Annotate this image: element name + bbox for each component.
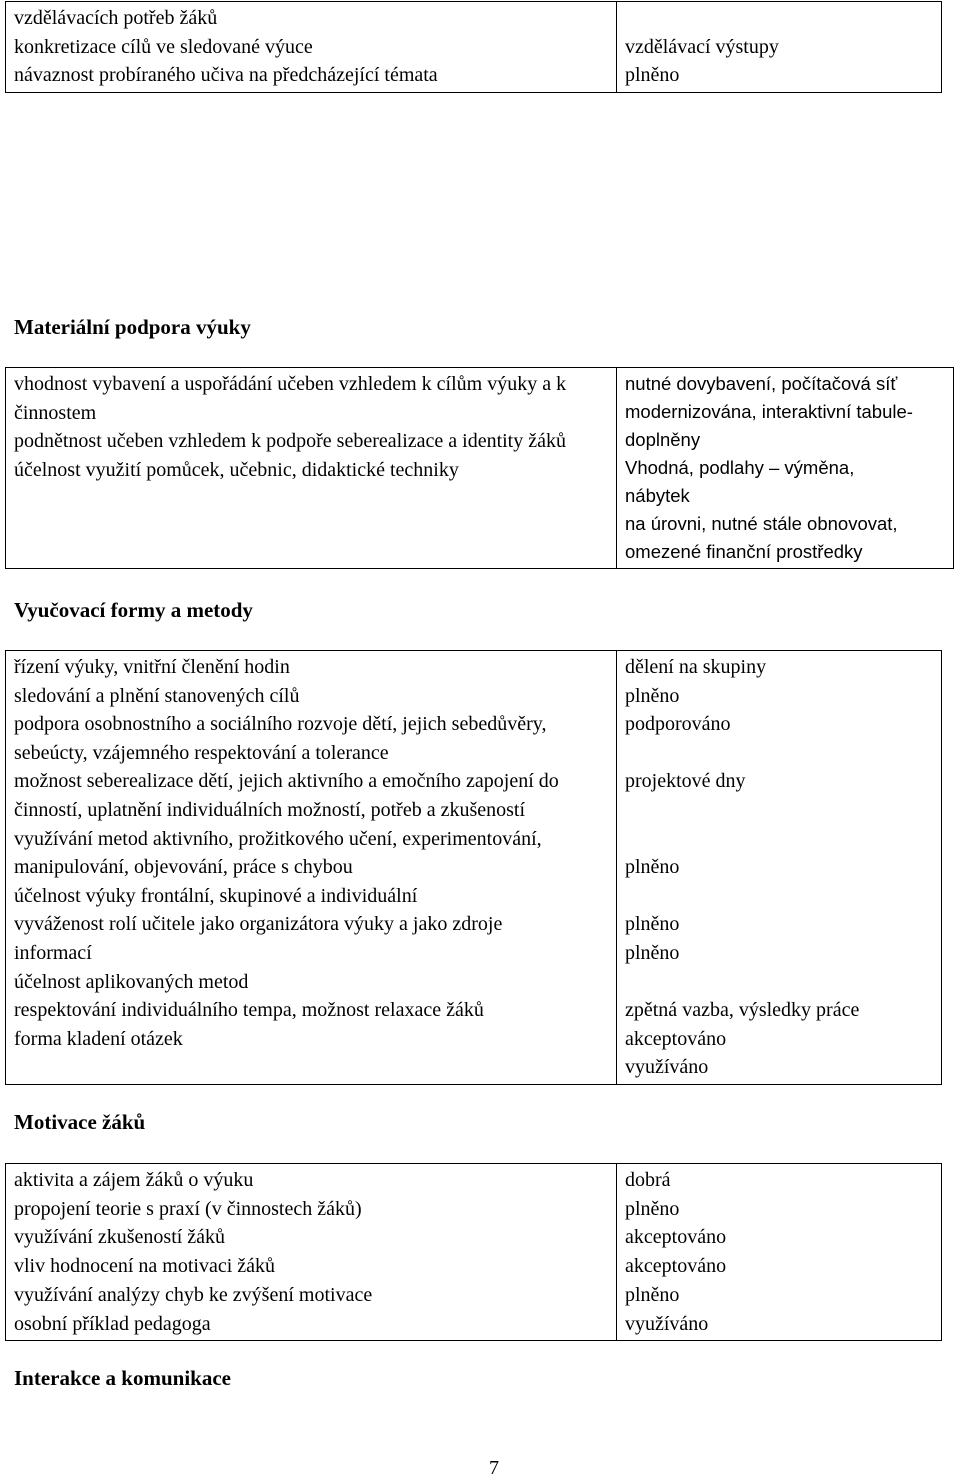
table-cell-text: sledování a plnění stanovených cílů (14, 684, 300, 707)
table-cell-text: vzdělávacích potřeb žáků (14, 7, 218, 29)
table-cell-text: nutné dovybavení, počítačová síť modernizována, interaktivní tabule-doplněny (625, 373, 913, 450)
table-left-cell (6, 651, 617, 1085)
table-cell-text: plněno (625, 856, 680, 879)
table-cell-text: účelnost využití pomůcek, učebnic, didaktické techniky (14, 458, 459, 481)
table-left-cell (6, 2, 617, 93)
table-cell-text: řízení výuky, vnitřní členění hodin (14, 656, 290, 678)
table-cell-text: návaznost probíraného učiva na předcházející témata (14, 64, 438, 86)
table-cell-text: aktivita a zájem žáků o výuku (14, 1169, 254, 1191)
table-cell-text: vliv hodnocení na motivaci žáků (14, 1255, 276, 1278)
table-cell-text: podporováno (625, 713, 731, 736)
table-forms (5, 650, 942, 1085)
section-heading-material: Materiální podpora výuky (14, 315, 251, 339)
table-cell-text: akceptováno (625, 1226, 727, 1249)
table-cell-text: plněno (625, 1283, 680, 1306)
table-cell-text: využíváno (625, 1312, 709, 1335)
table-cell-text: dobrá (625, 1169, 671, 1191)
table-cell-text: projektové dny (625, 770, 746, 793)
table-cell-text: vzdělávací výstupy (625, 35, 779, 58)
table-cell-text: podnětnost učeben vzhledem k podpoře seberealizace a identity žáků (14, 430, 566, 452)
table-cell-text: zpětná vazba, výsledky práce (625, 999, 860, 1022)
section-heading-interaction: Interakce a komunikace (14, 1366, 231, 1390)
table-left-cell (6, 1164, 617, 1341)
table-cell-text: využívání analýzy chyb ke zvýšení motivace (14, 1283, 373, 1306)
table-cell-text: na úrovni, nutné stále obnovovat, omezené finanční prostředky (625, 513, 898, 562)
table-cell-text: plněno (625, 1197, 680, 1220)
table-motivation (5, 1163, 942, 1341)
table-right-cell (617, 1164, 942, 1341)
table-cell-text: akceptováno (625, 1255, 727, 1278)
table-cell-text: forma kladení otázek (14, 1027, 183, 1050)
table-right-cell (617, 368, 954, 569)
table-cell-text: využíváno (625, 1056, 709, 1079)
table-cell-text: propojení teorie s praxí (v činnostech žáků) (14, 1197, 362, 1220)
table-cell-text: využívání metod aktivního, prožitkového učení, experimentování, manipulování, objevování, práce s chybou (14, 827, 542, 879)
table-cell-text: vyváženost rolí učitele jako organizátora výuky a jako zdroje informací (14, 913, 503, 964)
table-cell-text: účelnost aplikovaných metod (14, 970, 249, 993)
table-cell-text: osobní příklad pedagoga (14, 1312, 211, 1335)
table-cell-text: respektování individuálního tempa, možnost relaxace žáků (14, 999, 484, 1022)
table-cell-text: konkretizace cílů ve sledované výuce (14, 35, 313, 58)
table-cell-text: dělení na skupiny (625, 656, 767, 678)
table-cell-text: akceptováno (625, 1027, 727, 1050)
table-cell-text: plněno (625, 941, 680, 964)
section-heading-forms: Vyučovací formy a metody (14, 598, 253, 622)
table-cell-text: Vhodná, podlahy – výměna, nábytek (625, 457, 855, 506)
page-number: 7 (489, 1457, 499, 1479)
section-heading-motivation: Motivace žáků (14, 1110, 146, 1134)
table-cell-text: plněno (625, 684, 680, 707)
table-left-cell (6, 368, 617, 569)
table-right-cell (617, 2, 942, 93)
table-cell-text: podpora osobnostního a sociálního rozvoje dětí, jejich sebedůvěry, sebeúcty, vzájemného respektování a tolerance (14, 713, 547, 764)
table-cell-text: plněno (625, 64, 680, 86)
table-cell-text: plněno (625, 913, 680, 936)
table-cell-text: možnost seberealizace dětí, jejich aktivního a emočního zapojení do činností, uplatnění individuálních možností, potřeb a zkušeností (14, 770, 559, 821)
table-right-cell (617, 651, 942, 1085)
table-cell-text: účelnost výuky frontální, skupinové a individuální (14, 884, 418, 907)
table-goals-continuation (5, 1, 942, 93)
table-material (5, 367, 954, 569)
table-cell-text: vhodnost vybavení a uspořádání učeben vzhledem k cílům výuky a k činnostem (14, 373, 567, 424)
table-cell-text: využívání zkušeností žáků (14, 1226, 226, 1249)
